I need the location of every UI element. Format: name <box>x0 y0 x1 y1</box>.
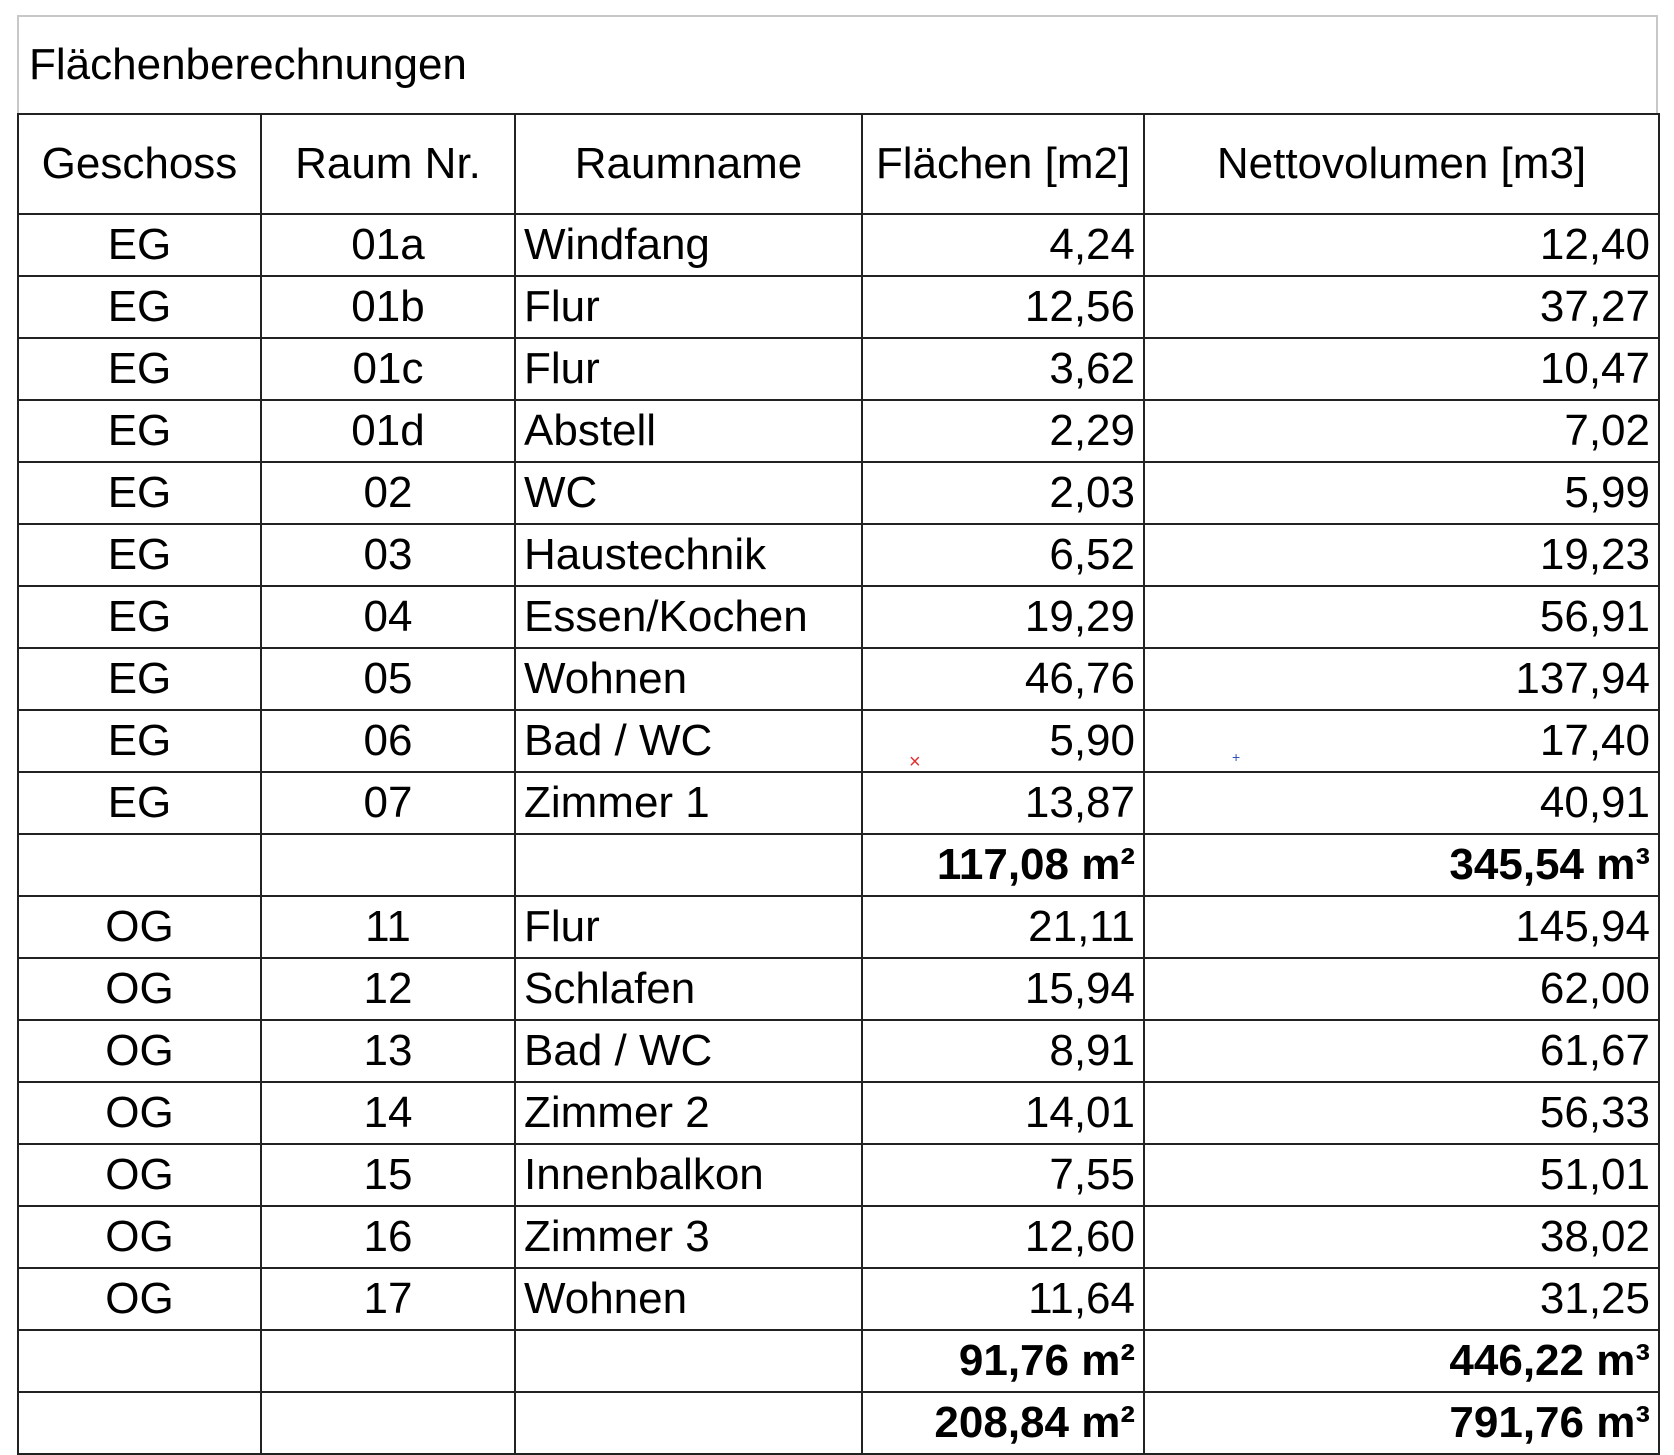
cell-volumen[interactable]: 345,54 m³ <box>1144 834 1659 896</box>
cell-volumen[interactable]: 12,40 <box>1144 214 1659 276</box>
cell-geschoss[interactable]: EG <box>18 586 261 648</box>
table-row <box>18 524 1659 586</box>
cell-volumen[interactable]: 791,76 m³ <box>1144 1392 1659 1454</box>
cell-flaeche[interactable]: 19,29 <box>862 586 1144 648</box>
header-geschoss[interactable]: Geschoss <box>18 114 261 214</box>
cell-volumen[interactable]: 38,02 <box>1144 1206 1659 1268</box>
cell-geschoss[interactable]: EG <box>18 462 261 524</box>
cell-flaeche[interactable]: 13,87 <box>862 772 1144 834</box>
cell-raum-nr[interactable] <box>261 1330 515 1392</box>
cell-flaeche[interactable]: 15,94 <box>862 958 1144 1020</box>
cell-flaeche[interactable]: 91,76 m² <box>862 1330 1144 1392</box>
cell-raum-nr[interactable]: 01b <box>261 276 515 338</box>
cell-flaeche[interactable]: 117,08 m² <box>862 834 1144 896</box>
cell-flaeche[interactable]: 12,56 <box>862 276 1144 338</box>
cell-raum-nr[interactable]: 17 <box>261 1268 515 1330</box>
cell-raum-nr[interactable]: 06 <box>261 710 515 772</box>
spreadsheet <box>17 15 1658 1455</box>
cell-flaeche[interactable]: 6,52 <box>862 524 1144 586</box>
cell-raumname[interactable]: Flur <box>515 338 862 400</box>
cell-geschoss[interactable]: EG <box>18 772 261 834</box>
cell-flaeche[interactable]: 8,91 <box>862 1020 1144 1082</box>
table-body <box>18 214 1659 1454</box>
cell-geschoss[interactable]: EG <box>18 214 261 276</box>
sum-row <box>18 834 1659 896</box>
cell-raumname[interactable]: WC <box>515 462 862 524</box>
table-row <box>18 276 1659 338</box>
sheet-title[interactable]: Flächenberechnungen <box>17 15 1658 113</box>
cell-volumen[interactable]: 145,94 <box>1144 896 1659 958</box>
cell-raum-nr[interactable]: 01d <box>261 400 515 462</box>
cell-raumname[interactable]: Wohnen <box>515 648 862 710</box>
cell-geschoss[interactable] <box>18 1392 261 1454</box>
table-row <box>18 400 1659 462</box>
cell-volumen[interactable]: 40,91 <box>1144 772 1659 834</box>
cell-raumname[interactable]: Essen/Kochen <box>515 586 862 648</box>
cell-raum-nr[interactable]: 02 <box>261 462 515 524</box>
header-raum-nr[interactable]: Raum Nr. <box>261 114 515 214</box>
cell-raumname[interactable] <box>515 1330 862 1392</box>
cell-volumen[interactable]: 61,67 <box>1144 1020 1659 1082</box>
cell-geschoss[interactable] <box>18 834 261 896</box>
table-row <box>18 710 1659 772</box>
cell-raum-nr[interactable]: 12 <box>261 958 515 1020</box>
cell-geschoss[interactable] <box>18 1330 261 1392</box>
cell-geschoss[interactable]: EG <box>18 524 261 586</box>
cell-geschoss[interactable]: OG <box>18 958 261 1020</box>
header-flaechen[interactable]: Flächen [m2] <box>862 114 1144 214</box>
cell-flaeche[interactable]: 11,64 <box>862 1268 1144 1330</box>
header-nettovolumen[interactable]: Nettovolumen [m3] <box>1144 114 1659 214</box>
cell-raum-nr[interactable]: 16 <box>261 1206 515 1268</box>
cell-raumname[interactable]: Zimmer 1 <box>515 772 862 834</box>
cell-raum-nr[interactable]: 13 <box>261 1020 515 1082</box>
cell-marker-x-icon: × <box>909 751 921 773</box>
cell-raumname[interactable]: Flur <box>515 896 862 958</box>
cell-volumen[interactable]: 51,01 <box>1144 1144 1659 1206</box>
cell-raum-nr[interactable]: 01c <box>261 338 515 400</box>
cell-geschoss[interactable]: EG <box>18 338 261 400</box>
cell-raum-nr[interactable]: 11 <box>261 896 515 958</box>
table-row <box>18 648 1659 710</box>
cell-geschoss[interactable]: OG <box>18 1020 261 1082</box>
cell-geschoss[interactable]: EG <box>18 276 261 338</box>
sum-row <box>18 1330 1659 1392</box>
cell-volumen[interactable]: 10,47 <box>1144 338 1659 400</box>
cell-flaeche[interactable]: 4,24 <box>862 214 1144 276</box>
table-row <box>18 1020 1659 1082</box>
cell-flaeche[interactable]: 14,01 <box>862 1082 1144 1144</box>
cell-volumen[interactable]: 5,99 <box>1144 462 1659 524</box>
cell-flaeche[interactable]: 208,84 m² <box>862 1392 1144 1454</box>
cell-raum-nr[interactable]: 15 <box>261 1144 515 1206</box>
table-row <box>18 1206 1659 1268</box>
cell-flaeche[interactable]: 12,60 <box>862 1206 1144 1268</box>
cell-raumname[interactable]: Zimmer 2 <box>515 1082 862 1144</box>
sum-row <box>18 1392 1659 1454</box>
area-table <box>17 113 1660 1455</box>
cell-geschoss[interactable]: OG <box>18 1268 261 1330</box>
cell-geschoss[interactable]: OG <box>18 896 261 958</box>
table-row <box>18 1144 1659 1206</box>
table-row <box>18 958 1659 1020</box>
table-row <box>18 462 1659 524</box>
table-row <box>18 338 1659 400</box>
cell-volumen[interactable]: 37,27 <box>1144 276 1659 338</box>
cell-raum-nr[interactable]: 05 <box>261 648 515 710</box>
cell-raumname[interactable]: Windfang <box>515 214 862 276</box>
cell-raum-nr[interactable]: 03 <box>261 524 515 586</box>
cell-raumname[interactable] <box>515 834 862 896</box>
cell-flaeche[interactable]: 7,55 <box>862 1144 1144 1206</box>
cell-raum-nr[interactable]: 01a <box>261 214 515 276</box>
table-row <box>18 1268 1659 1330</box>
cell-flaeche[interactable]: 5,90 <box>862 710 1144 772</box>
cell-raum-nr[interactable] <box>261 834 515 896</box>
cell-raumname[interactable]: Bad / WC <box>515 1020 862 1082</box>
cell-flaeche[interactable]: 46,76 <box>862 648 1144 710</box>
table-row <box>18 214 1659 276</box>
cell-flaeche[interactable]: 2,03 <box>862 462 1144 524</box>
cell-raum-nr[interactable]: 07 <box>261 772 515 834</box>
cell-volumen[interactable]: 446,22 m³ <box>1144 1330 1659 1392</box>
cell-raumname[interactable]: Haustechnik <box>515 524 862 586</box>
cell-raumname[interactable]: Bad / WC <box>515 710 862 772</box>
cell-geschoss[interactable]: EG <box>18 710 261 772</box>
header-raumname[interactable]: Raumname <box>515 114 862 214</box>
cell-raumname[interactable]: Zimmer 3 <box>515 1206 862 1268</box>
cell-volumen[interactable]: 56,91 <box>1144 586 1659 648</box>
cell-volumen[interactable]: 19,23 <box>1144 524 1659 586</box>
cell-volumen[interactable]: 62,00 <box>1144 958 1659 1020</box>
table-row <box>18 772 1659 834</box>
cell-volumen[interactable]: 17,40 <box>1144 710 1659 772</box>
table-row <box>18 896 1659 958</box>
cell-geschoss[interactable]: OG <box>18 1206 261 1268</box>
cell-geschoss[interactable]: OG <box>18 1144 261 1206</box>
cell-raumname[interactable]: Flur <box>515 276 862 338</box>
header-row <box>18 114 1659 214</box>
cell-geschoss[interactable]: OG <box>18 1082 261 1144</box>
cell-volumen[interactable]: 56,33 <box>1144 1082 1659 1144</box>
table-row <box>18 1082 1659 1144</box>
cell-raumname[interactable] <box>515 1392 862 1454</box>
cell-raum-nr[interactable]: 14 <box>261 1082 515 1144</box>
cell-cursor-plus-icon: + <box>1232 749 1241 765</box>
cell-flaeche[interactable]: 3,62 <box>862 338 1144 400</box>
cell-raumname[interactable]: Wohnen <box>515 1268 862 1330</box>
cell-volumen[interactable]: 31,25 <box>1144 1268 1659 1330</box>
cell-volumen[interactable]: 7,02 <box>1144 400 1659 462</box>
cell-flaeche[interactable]: 21,11 <box>862 896 1144 958</box>
cell-flaeche[interactable]: 2,29 <box>862 400 1144 462</box>
cell-geschoss[interactable]: EG <box>18 400 261 462</box>
cell-raumname[interactable]: Schlafen <box>515 958 862 1020</box>
cell-raumname[interactable]: Innenbalkon <box>515 1144 862 1206</box>
cell-volumen[interactable]: 137,94 <box>1144 648 1659 710</box>
table-row <box>18 586 1659 648</box>
cell-geschoss[interactable]: EG <box>18 648 261 710</box>
cell-raum-nr[interactable] <box>261 1392 515 1454</box>
cell-raum-nr[interactable]: 04 <box>261 586 515 648</box>
cell-raumname[interactable]: Abstell <box>515 400 862 462</box>
